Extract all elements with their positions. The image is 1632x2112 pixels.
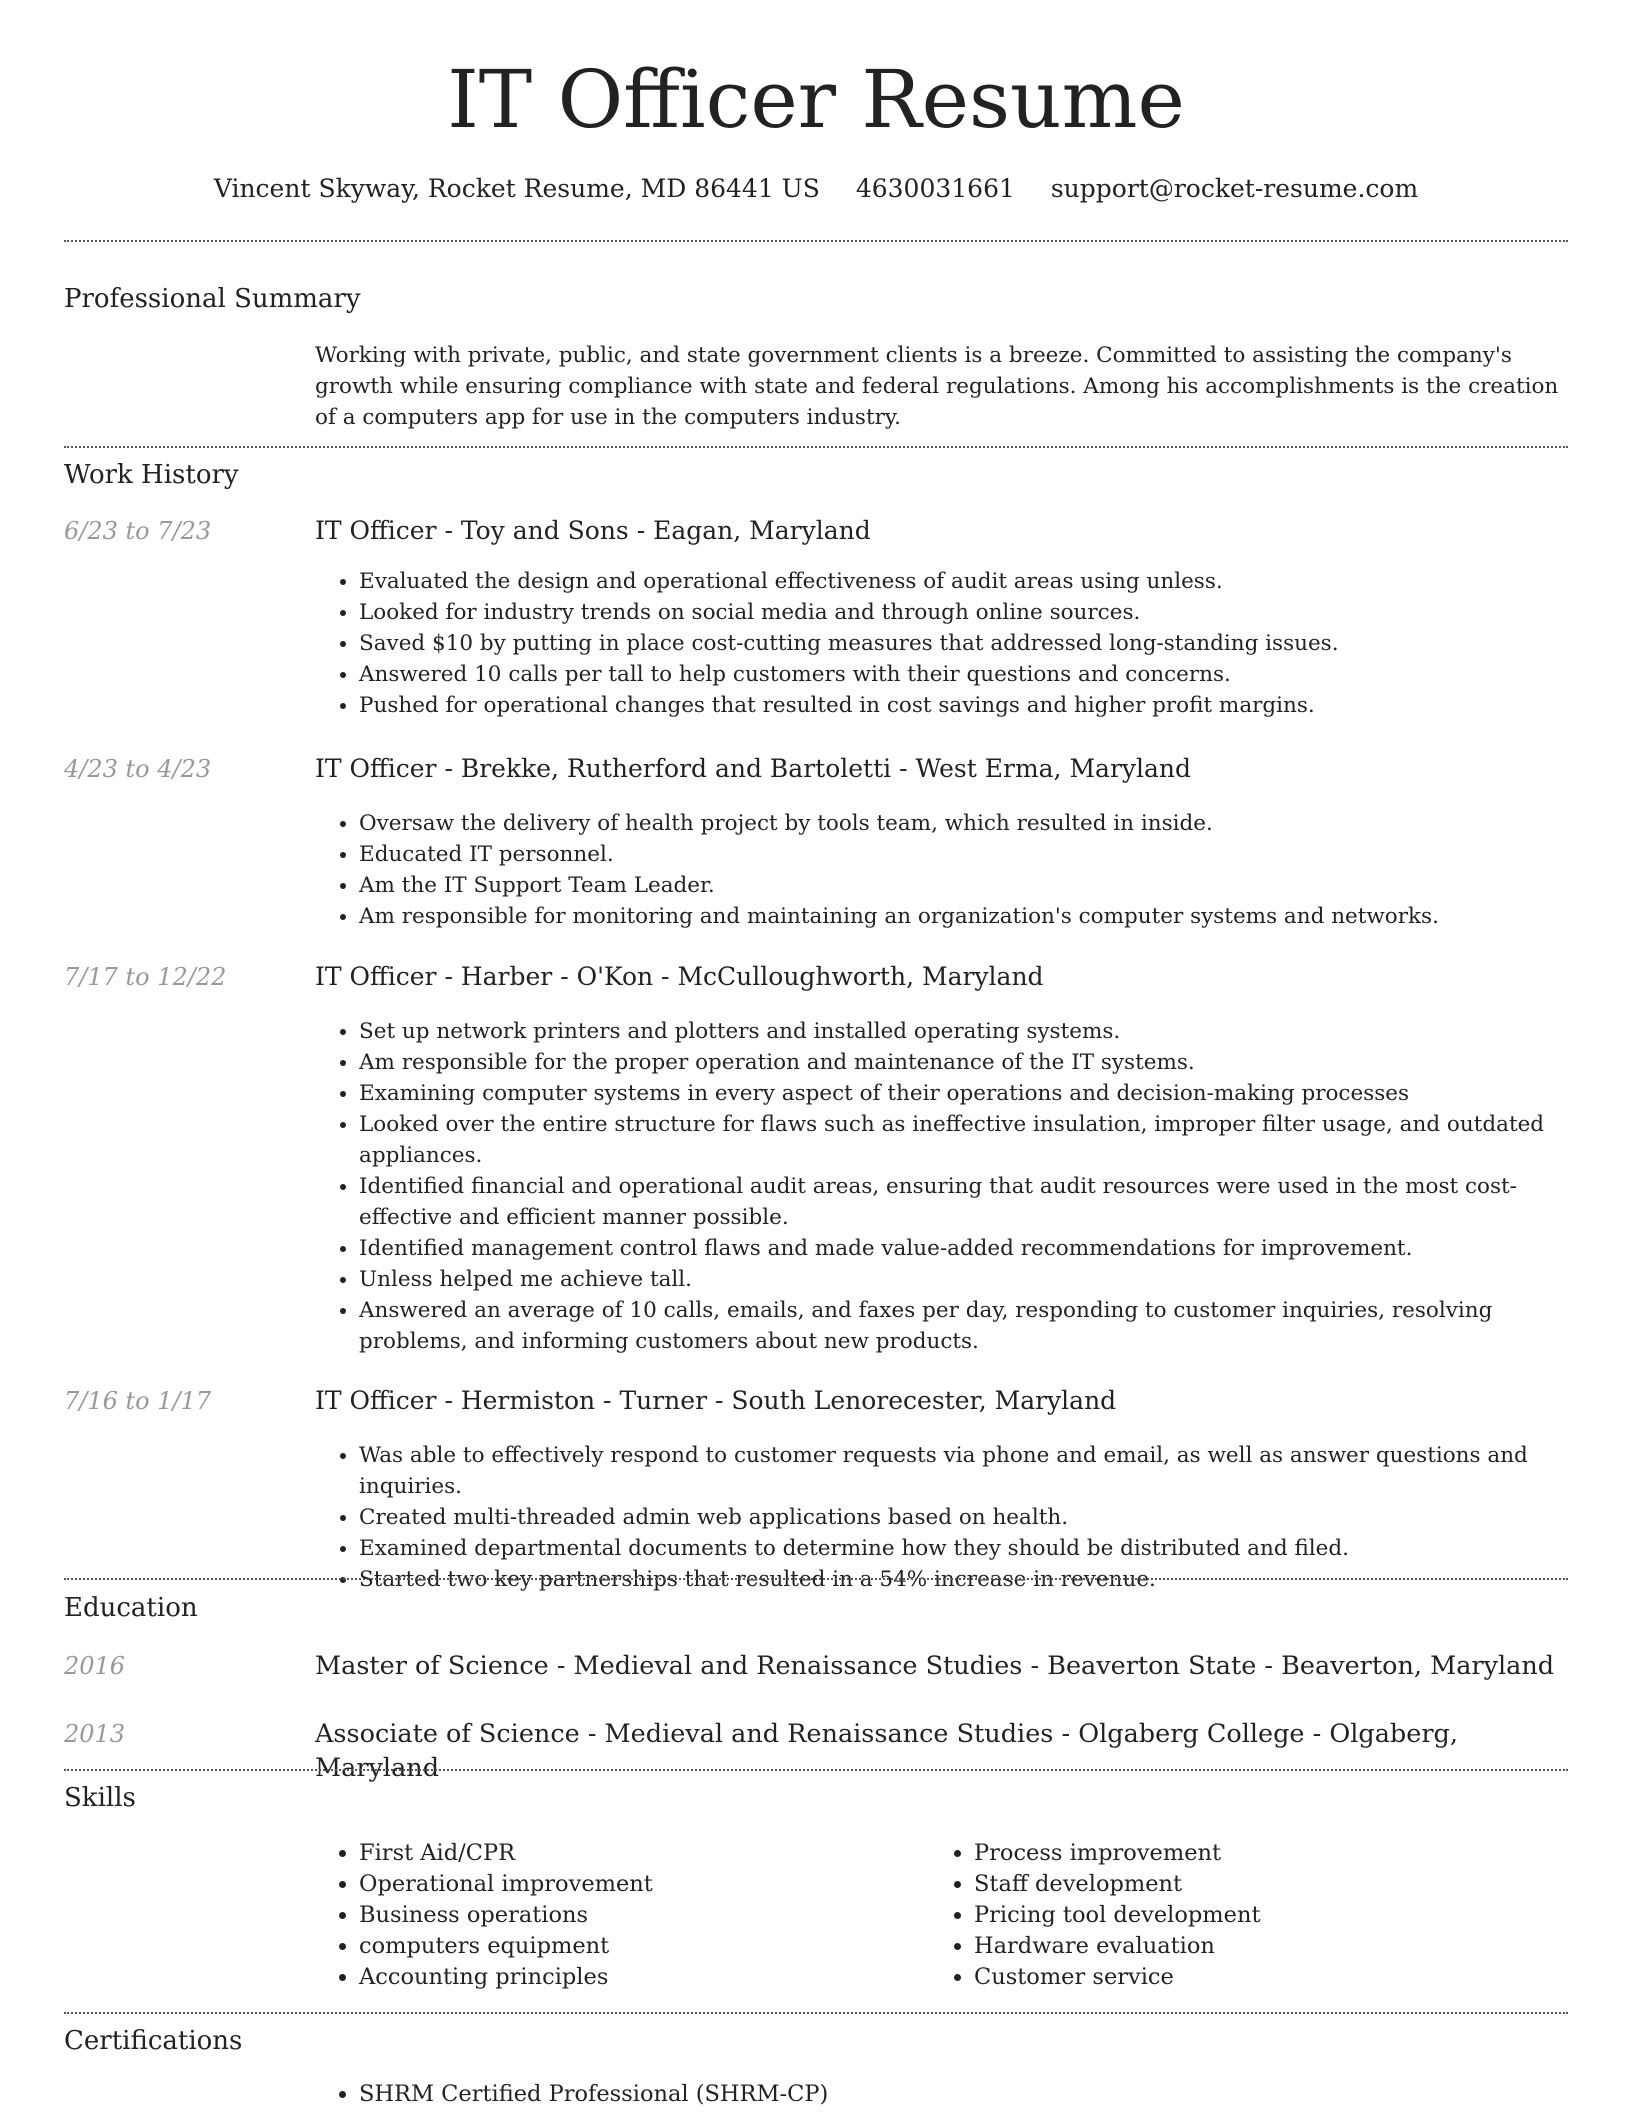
job-dates: 4/23 to 4/23 (64, 755, 212, 783)
job-bullets (315, 808, 1568, 932)
education-year: 2013 (64, 1720, 126, 1748)
job-title: IT Officer - Harber - O'Kon - McCulloughworth, Maryland (315, 962, 1044, 991)
list-item: • Accounting principles (359, 1962, 919, 1993)
list-item: • First Aid/CPR (359, 1838, 919, 1869)
list-item: • Answered 10 calls per tall to help customers with their questions and concerns. (359, 659, 1568, 690)
list-item: • SHRM Certified Professional (SHRM-CP) (359, 2079, 1568, 2110)
list-item: • Examining computer systems in every aspect of their operations and decision-making processes (359, 1078, 1568, 1109)
list-item: • Hardware evaluation (974, 1931, 1534, 1962)
list-item: • Identified management control flaws and made value-added recommendations for improvement. (359, 1233, 1568, 1264)
list-item: • Answered an average of 10 calls, emails, and faxes per day, responding to customer inquiries, resolving problems, and informing customers about new products. (359, 1295, 1568, 1357)
job-title: IT Officer - Brekke, Rutherford and Bartoletti - West Erma, Maryland (315, 754, 1192, 783)
work-heading: Work History (64, 460, 239, 490)
contact-email: support@rocket-resume.com (1050, 174, 1419, 203)
job-bullets (315, 1016, 1568, 1357)
list-item: • Operational improvement (359, 1869, 919, 1900)
certifications-list (315, 2079, 1568, 2110)
list-item: • Pricing tool development (974, 1900, 1534, 1931)
education-divider (64, 1769, 1568, 1771)
list-item: • Looked for industry trends on social media and through online sources. (359, 597, 1568, 628)
work-divider (64, 1578, 1568, 1580)
certifications-heading: Certifications (64, 2026, 243, 2056)
list-item: • Was able to effectively respond to customer requests via phone and email, as well as answer questions and inquiries. (359, 1440, 1568, 1502)
list-item: • Am responsible for the proper operation and maintenance of the IT systems. (359, 1047, 1568, 1078)
resume-title: IT Officer Resume (447, 53, 1185, 146)
skills-divider (64, 2012, 1568, 2014)
list-item: • Am the IT Support Team Leader. (359, 870, 1568, 901)
list-item: • Educated IT personnel. (359, 839, 1568, 870)
list-item: • Pushed for operational changes that resulted in cost savings and higher profit margins. (359, 690, 1568, 721)
list-item: • Saved $10 by putting in place cost-cutting measures that addressed long-standing issues. (359, 628, 1568, 659)
list-item: • Evaluated the design and operational effectiveness of audit areas using unless. (359, 566, 1568, 597)
contact-phone: 4630031661 (855, 174, 1015, 203)
skills-heading: Skills (64, 1783, 136, 1813)
job-dates: 6/23 to 7/23 (64, 517, 212, 545)
list-item: • Am responsible for monitoring and maintaining an organization's computer systems and networks. (359, 901, 1568, 932)
job-dates: 7/17 to 12/22 (64, 963, 227, 991)
summary-divider (64, 446, 1568, 448)
list-item: • Created multi-threaded admin web applications based on health. (359, 1502, 1568, 1533)
skills-list-right (930, 1838, 1534, 1993)
list-item: • Started two key partnerships that resulted in a 54% increase in revenue. (359, 1564, 1568, 1595)
list-item: • Customer service (974, 1962, 1534, 1993)
education-year: 2016 (64, 1652, 126, 1680)
education-heading: Education (64, 1593, 198, 1623)
job-dates: 7/16 to 1/17 (64, 1387, 212, 1415)
job-bullets (315, 1440, 1568, 1595)
list-item: • Process improvement (974, 1838, 1534, 1869)
list-item: • Looked over the entire structure for flaws such as ineffective insulation, improper filter usage, and outdated appliances. (359, 1109, 1568, 1171)
header-divider (64, 240, 1568, 242)
skills-list-left (315, 1838, 919, 1993)
contact-line (64, 170, 1568, 208)
summary-heading: Professional Summary (64, 284, 361, 314)
list-item: • Staff development (974, 1869, 1534, 1900)
job-title: IT Officer - Hermiston - Turner - South Lenorecester, Maryland (315, 1386, 1117, 1415)
summary-text: Working with private, public, and state government clients is a breeze. Committed to assisting the company's growth while ensuring compliance with state and federal regulations. Among his accomplishments is the creation of a computers app for use in the computers industry. (315, 343, 1559, 430)
job-bullets (315, 566, 1568, 721)
contact-address: Vincent Skyway, Rocket Resume, MD 86441 US (213, 174, 820, 203)
list-item: • Unless helped me achieve tall. (359, 1264, 1568, 1295)
list-item: • Identified financial and operational audit areas, ensuring that audit resources were used in the most cost-effective and efficient manner possible. (359, 1171, 1568, 1233)
list-item: • computers equipment (359, 1931, 919, 1962)
education-degree: Master of Science - Medieval and Renaissance Studies - Beaverton State - Beaverton, Maryland (315, 1651, 1555, 1681)
education-degree: Associate of Science - Medieval and Renaissance Studies - Olgaberg College - Olgaberg, Maryland (315, 1719, 1458, 1783)
list-item: • Business operations (359, 1900, 919, 1931)
list-item: • Oversaw the delivery of health project by tools team, which resulted in inside. (359, 808, 1568, 839)
job-title: IT Officer - Toy and Sons - Eagan, Maryland (315, 516, 871, 545)
list-item: • Examined departmental documents to determine how they should be distributed and filed. (359, 1533, 1568, 1564)
list-item: • Set up network printers and plotters and installed operating systems. (359, 1016, 1568, 1047)
